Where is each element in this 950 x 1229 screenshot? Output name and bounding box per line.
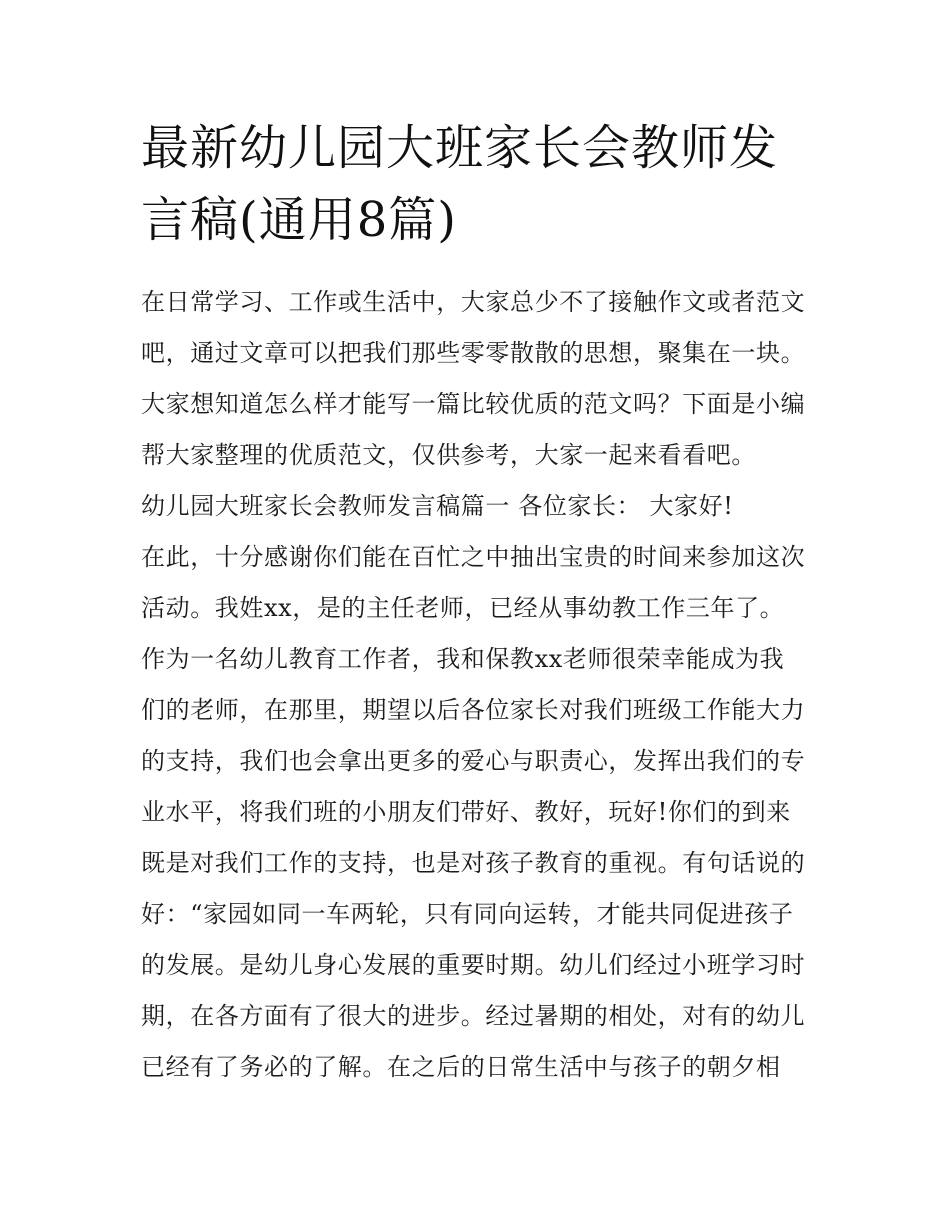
body-line: 的支持，我们也会拿出更多的爱心与职责心，发挥出我们的专: [141, 747, 806, 775]
body-line: 吧，通过文章可以把我们那些零零散散的思想，聚集在一块。: [141, 339, 806, 367]
body-line: 在日常学习、工作或生活中，大家总少不了接触作文或者范文: [141, 288, 806, 316]
body-line: 幼儿园大班家长会教师发言稿篇一 各位家长： 大家好!: [141, 492, 734, 520]
body-line: 帮大家整理的优质范文，仅供参考，大家一起来看看吧。: [141, 441, 756, 469]
title-line-2: 言稿(通用8篇): [141, 192, 457, 248]
body-line: 的发展。是幼儿身心发展的重要时期。幼儿们经过小班学习时: [141, 951, 806, 979]
body-line: 们的老师，在那里，期望以后各位家长对我们班级工作能大力: [141, 696, 806, 724]
body-line: 活动。我姓xx，是的主任老师，已经从事幼教工作三年了。: [141, 594, 785, 622]
body-line: 作为一名幼儿教育工作者，我和保教xx老师很荣幸能成为我: [141, 645, 785, 673]
body-line: 期，在各方面有了很大的进步。经过暑期的相处，对有的幼儿: [141, 1002, 806, 1030]
body-line: 已经有了务必的了解。在之后的日常生活中与孩子的朝夕相: [141, 1053, 781, 1081]
title-line-1: 最新幼儿园大班家长会教师发: [141, 120, 779, 176]
body-line: 大家想知道怎么样才能写一篇比较优质的范文吗？下面是小编: [141, 390, 806, 418]
body-line: 在此，十分感谢你们能在百忙之中抽出宝贵的时间来参加这次: [141, 543, 806, 571]
document-body: [141, 281, 821, 1097]
body-line: 既是对我们工作的支持，也是对孩子教育的重视。有句话说的: [141, 849, 806, 877]
body-line: 好：“家园如同一车两轮，只有同向运转，才能共同促进孩子: [141, 900, 794, 928]
document-title: [141, 112, 821, 256]
body-line: 业水平，将我们班的小朋友们带好、教好，玩好!你们的到来: [141, 798, 791, 826]
